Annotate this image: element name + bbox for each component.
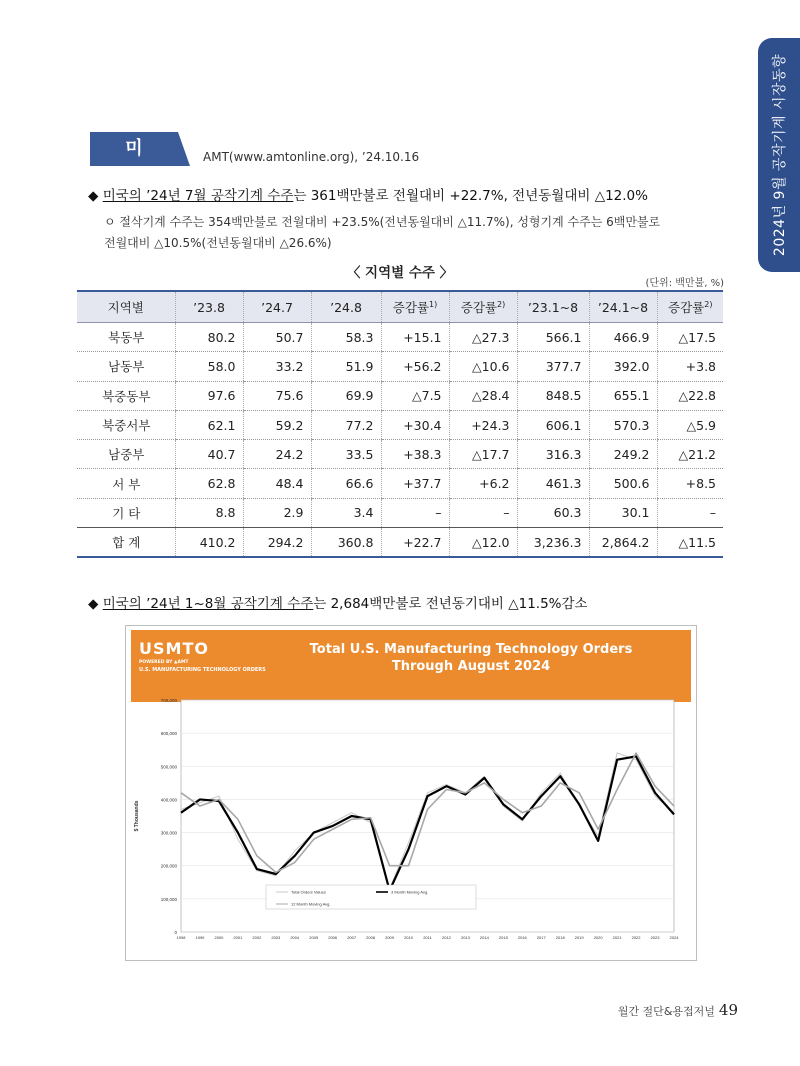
- y-axis-label: $ Thousands: [134, 800, 140, 832]
- value-cell: 97.6: [175, 381, 243, 410]
- x-tick-label: 2005: [309, 935, 319, 940]
- x-tick-label: 2011: [423, 935, 432, 940]
- x-tick-label: 2013: [460, 935, 470, 940]
- col-header-label: ’23.1~8: [527, 299, 579, 315]
- table-row: [77, 410, 723, 439]
- col-header: [77, 291, 175, 323]
- x-tick-label: 2019: [574, 935, 584, 940]
- x-tick-label: 2001: [233, 935, 243, 940]
- x-tick-label: 2000: [214, 935, 224, 940]
- value-cell: 62.8: [175, 469, 243, 498]
- value-cell: 60.3: [517, 498, 589, 527]
- value-cell: +38.3: [381, 440, 449, 469]
- y-tick-label: 500,000: [160, 764, 177, 770]
- x-tick-label: 2018: [555, 935, 565, 940]
- col-header: [175, 291, 243, 323]
- col-header-label: ’24.1~8: [597, 299, 649, 315]
- value-cell: 3.4: [311, 498, 381, 527]
- value-cell: –: [657, 498, 723, 527]
- headline-bullet-1: [88, 184, 648, 204]
- region-cell: 기 타: [77, 498, 175, 527]
- col-header: [381, 291, 449, 323]
- legend-label: Total Orders Values: [291, 889, 326, 895]
- value-cell: +6.2: [449, 469, 517, 498]
- value-cell: △17.5: [657, 323, 723, 352]
- col-header: [311, 291, 381, 323]
- col-header-label: 증감률: [668, 300, 705, 315]
- x-tick-label: 2017: [536, 935, 546, 940]
- value-cell: 58.3: [311, 323, 381, 352]
- x-tick-label: 2015: [498, 935, 508, 940]
- value-cell: △7.5: [381, 381, 449, 410]
- x-tick-label: 2022: [631, 935, 641, 940]
- region-cell: 북중서부: [77, 410, 175, 439]
- col-header-label: 증감률: [460, 300, 497, 315]
- value-cell: △27.3: [449, 323, 517, 352]
- value-cell: 294.2: [243, 528, 311, 558]
- regional-orders-table: [77, 290, 723, 558]
- value-cell: +8.5: [657, 469, 723, 498]
- value-cell: 392.0: [589, 352, 657, 381]
- value-cell: △5.9: [657, 410, 723, 439]
- source-citation: AMT(www.amtonline.org), ’24.10.16: [203, 150, 420, 164]
- col-header: [449, 291, 517, 323]
- value-cell: △22.8: [657, 381, 723, 410]
- col-header-label: ’23.8: [193, 299, 225, 315]
- value-cell: –: [449, 498, 517, 527]
- region-cell: 남동부: [77, 352, 175, 381]
- x-tick-label: 2014: [479, 935, 489, 940]
- value-cell: 8.8: [175, 498, 243, 527]
- value-cell: 40.7: [175, 440, 243, 469]
- value-cell: +3.8: [657, 352, 723, 381]
- value-cell: 249.2: [589, 440, 657, 469]
- bullet2-rest: 는 2,684백만불로 전년동기대비 △11.5%감소: [313, 596, 588, 612]
- logo-powered-by: POWERED BY ▲AMT: [139, 660, 189, 665]
- section-tab-label: 2024년 9월 공작기계 시장동향: [772, 53, 788, 257]
- usmto-logo: USMTO: [139, 639, 209, 658]
- col-header: [243, 291, 311, 323]
- value-cell: 566.1: [517, 323, 589, 352]
- value-cell: 62.1: [175, 410, 243, 439]
- value-cell: +22.7: [381, 528, 449, 558]
- value-cell: 466.9: [589, 323, 657, 352]
- table-title: 〈 지역별 수주 〉: [346, 265, 454, 281]
- value-cell: △12.0: [449, 528, 517, 558]
- value-cell: 33.2: [243, 352, 311, 381]
- headline-bullet-2: [88, 592, 588, 612]
- value-cell: 51.9: [311, 352, 381, 381]
- value-cell: +24.3: [449, 410, 517, 439]
- bullet-marker: ◆: [88, 188, 99, 204]
- x-tick-label: 2024: [669, 935, 679, 940]
- country-tag: [90, 132, 190, 193]
- x-tick-label: 2003: [271, 935, 281, 940]
- x-tick-label: 2021: [612, 935, 622, 940]
- value-cell: 48.4: [243, 469, 311, 498]
- value-cell: △21.2: [657, 440, 723, 469]
- value-cell: 461.3: [517, 469, 589, 498]
- value-cell: –: [381, 498, 449, 527]
- country-label: 미 국: [90, 132, 178, 166]
- value-cell: 30.1: [589, 498, 657, 527]
- col-header: [657, 291, 723, 323]
- value-cell: △28.4: [449, 381, 517, 410]
- x-tick-label: 2004: [290, 935, 300, 940]
- chart-title-line2: Through August 2024: [391, 659, 551, 674]
- table-row: [77, 498, 723, 527]
- table-row: [77, 352, 723, 381]
- x-tick-label: 2009: [385, 935, 395, 940]
- col-header-label: ’24.7: [261, 299, 293, 315]
- region-cell: 북중동부: [77, 381, 175, 410]
- value-cell: +15.1: [381, 323, 449, 352]
- col-header-label: ’24.8: [330, 299, 362, 315]
- value-cell: 69.9: [311, 381, 381, 410]
- journal-name: 월간 절단&용접저널: [617, 1005, 715, 1018]
- value-cell: 655.1: [589, 381, 657, 410]
- page-footer: [618, 1001, 738, 1019]
- bullet2-underlined: 미국의 ’24년 1~8월 공작기계 수주: [102, 596, 314, 612]
- orders-chart: [125, 625, 697, 961]
- y-tick-label: 0: [174, 930, 177, 935]
- legend-label: 3 Month Moving Avg.: [391, 889, 429, 895]
- value-cell: △10.6: [449, 352, 517, 381]
- country-tag-arrow: [178, 132, 190, 166]
- col-header-label: 지역별: [107, 300, 144, 315]
- region-cell: 합 계: [77, 528, 175, 558]
- x-tick-label: 2008: [366, 935, 376, 940]
- chart-title-line1: Total U.S. Manufacturing Technology Orders: [309, 642, 633, 657]
- col-header: [589, 291, 657, 323]
- y-tick-label: 600,000: [160, 731, 177, 737]
- legend-label: 12 Month Moving Avg.: [291, 901, 331, 907]
- value-cell: 316.3: [517, 440, 589, 469]
- value-cell: 75.6: [243, 381, 311, 410]
- value-cell: 58.0: [175, 352, 243, 381]
- col-header-note: 2): [497, 299, 506, 309]
- table-row: [77, 323, 723, 352]
- x-tick-label: 2016: [517, 935, 527, 940]
- chart-plot: [126, 692, 696, 960]
- value-cell: △17.7: [449, 440, 517, 469]
- value-cell: 410.2: [175, 528, 243, 558]
- x-tick-label: 1998: [176, 935, 186, 940]
- x-tick-label: 2002: [252, 935, 262, 940]
- x-tick-label: 2020: [593, 935, 603, 940]
- col-header-label: 증감률: [392, 300, 429, 315]
- value-cell: 606.1: [517, 410, 589, 439]
- value-cell: 80.2: [175, 323, 243, 352]
- value-cell: +56.2: [381, 352, 449, 381]
- x-tick-label: 2023: [650, 935, 660, 940]
- x-tick-label: 2006: [328, 935, 338, 940]
- table-row: [77, 469, 723, 498]
- value-cell: 360.8: [311, 528, 381, 558]
- bullet-marker: ◆: [88, 596, 99, 612]
- region-cell: 서 부: [77, 469, 175, 498]
- value-cell: 33.5: [311, 440, 381, 469]
- value-cell: 59.2: [243, 410, 311, 439]
- value-cell: 500.6: [589, 469, 657, 498]
- value-cell: 3,236.3: [517, 528, 589, 558]
- col-header: [517, 291, 589, 323]
- sub-bullet: ㅇ 절삭기계 수주는 354백만불로 전월대비 +23.5%(전년동월대비 △11.7%), 성형기계 수주는 6백만불로 전월대비 △10.5%(전년동월대비 △26.6%): [104, 215, 661, 250]
- table-row: [77, 528, 723, 558]
- x-tick-label: 2007: [347, 935, 357, 940]
- y-tick-label: 300,000: [160, 830, 177, 836]
- value-cell: 570.3: [589, 410, 657, 439]
- table-header-row: [77, 291, 723, 323]
- table-unit: (단위: 백만불, %): [645, 278, 724, 289]
- value-cell: 50.7: [243, 323, 311, 352]
- value-cell: 848.5: [517, 381, 589, 410]
- x-tick-label: 2012: [442, 935, 451, 940]
- value-cell: 377.7: [517, 352, 589, 381]
- col-header-note: 1): [429, 299, 438, 309]
- col-header-note: 2): [704, 299, 713, 309]
- bullet1-underlined: 미국의 ’24년 7월 공작기계 수주: [102, 188, 294, 204]
- logo-subtitle: U.S. MANUFACTURING TECHNOLOGY ORDERS: [139, 667, 266, 673]
- y-tick-label: 400,000: [160, 797, 177, 803]
- value-cell: +30.4: [381, 410, 449, 439]
- x-tick-label: 1999: [195, 935, 205, 940]
- value-cell: +37.7: [381, 469, 449, 498]
- page-number: 49: [718, 1001, 738, 1019]
- table-row: [77, 440, 723, 469]
- value-cell: 2.9: [243, 498, 311, 527]
- region-cell: 남중부: [77, 440, 175, 469]
- value-cell: 2,864.2: [589, 528, 657, 558]
- y-tick-label: 100,000: [160, 896, 177, 902]
- bullet1-rest: 는 361백만불로 전월대비 +22.7%, 전년동월대비 △12.0%: [293, 188, 648, 204]
- table-row: [77, 381, 723, 410]
- region-cell: 북동부: [77, 323, 175, 352]
- section-tab: [758, 38, 800, 272]
- value-cell: △11.5: [657, 528, 723, 558]
- y-tick-label: 200,000: [160, 863, 177, 869]
- x-tick-label: 2010: [404, 935, 413, 940]
- value-cell: 77.2: [311, 410, 381, 439]
- value-cell: 66.6: [311, 469, 381, 498]
- value-cell: 24.2: [243, 440, 311, 469]
- y-tick-label: 700,000: [160, 698, 177, 703]
